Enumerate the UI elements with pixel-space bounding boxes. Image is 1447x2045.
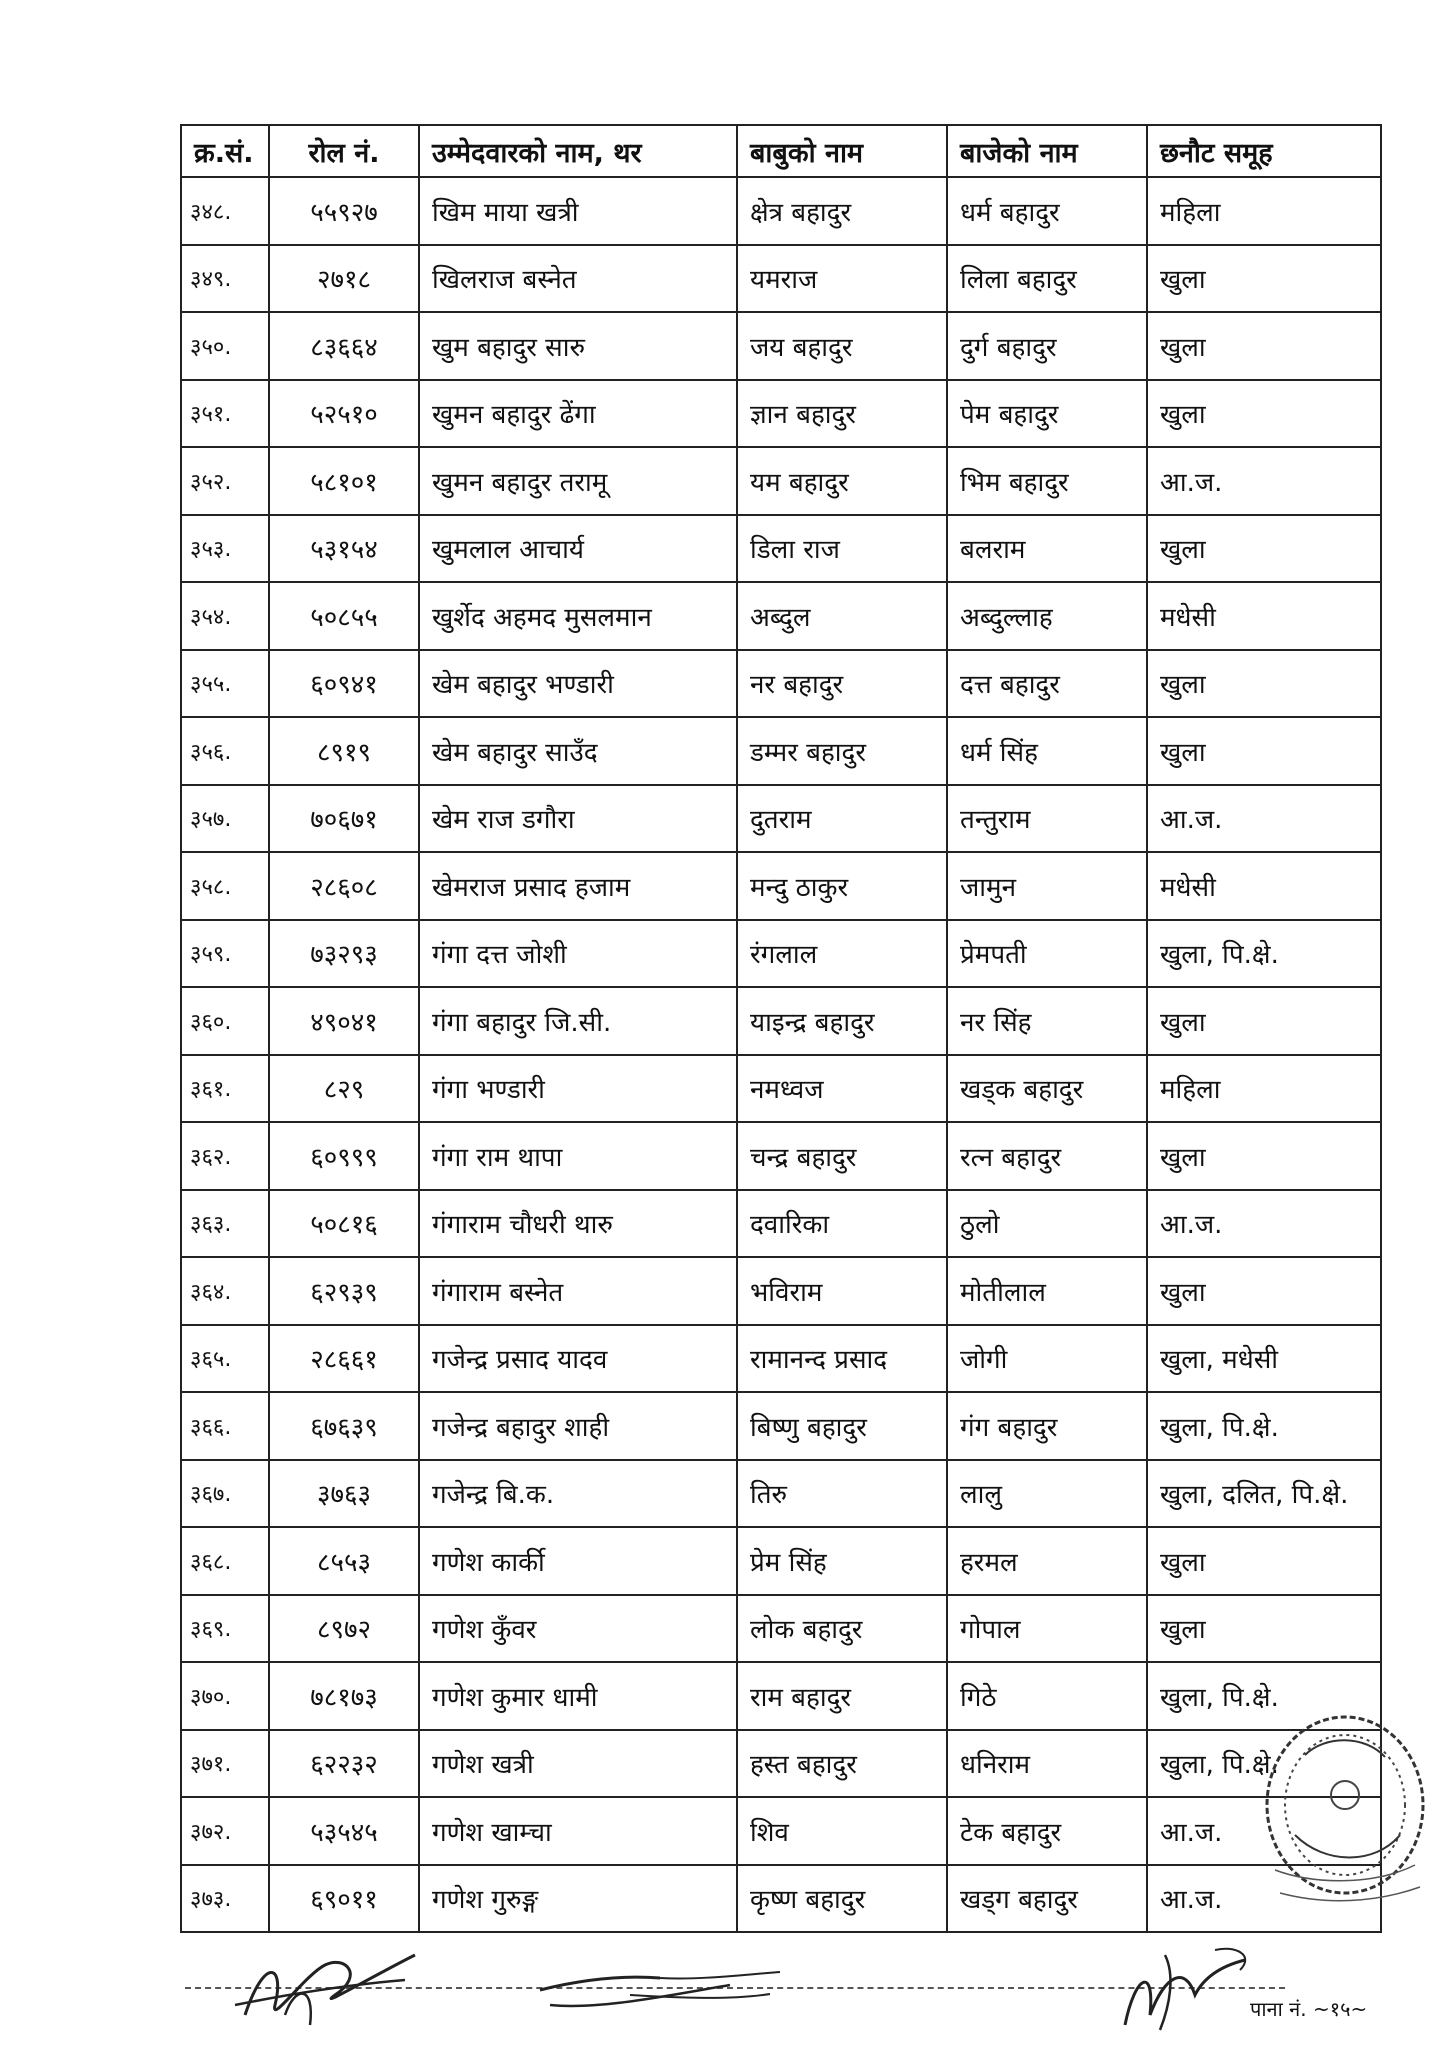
cell-father-name: अब्दुल [737,582,947,650]
cell-father-name: राम बहादुर [737,1662,947,1730]
cell-roll-number: ८९७२ [269,1595,419,1663]
candidate-table [180,124,1382,1933]
table-row [181,1325,1381,1393]
cell-serial: ३७१. [181,1730,269,1798]
cell-candidate-name: गजेन्द्र प्रसाद यादव [419,1325,737,1393]
cell-grandfather-name: धर्म बहादुर [947,177,1147,245]
cell-candidate-name: गंगाराम चौधरी थारु [419,1190,737,1258]
table-row [181,1527,1381,1595]
cell-candidate-name: गणेश कार्की [419,1527,737,1595]
cell-serial: ३५५. [181,650,269,718]
cell-selection-group: खुला, मधेसी [1147,1325,1381,1393]
cell-serial: ३६५. [181,1325,269,1393]
cell-serial: ३५८. [181,852,269,920]
cell-serial: ३६१. [181,1055,269,1123]
cell-grandfather-name: अब्दुल्लाह [947,582,1147,650]
cell-candidate-name: खुमन बहादुर तरामू [419,447,737,515]
cell-candidate-name: गंगा भण्डारी [419,1055,737,1123]
cell-father-name: डम्मर बहादुर [737,717,947,785]
cell-roll-number: ५५९२७ [269,177,419,245]
cell-candidate-name: खुर्शेद अहमद मुसलमान [419,582,737,650]
cell-grandfather-name: टेक बहादुर [947,1797,1147,1865]
cell-selection-group: खुला [1147,717,1381,785]
cell-father-name: यम बहादुर [737,447,947,515]
cell-grandfather-name: तन्तुराम [947,785,1147,853]
cell-roll-number: ५३१५४ [269,515,419,583]
cell-father-name: लोक बहादुर [737,1595,947,1663]
cell-father-name: शिव [737,1797,947,1865]
cell-father-name: चन्द्र बहादुर [737,1122,947,1190]
cell-candidate-name: खुमन बहादुर ढेंगा [419,380,737,448]
cell-serial: ३५४. [181,582,269,650]
cell-grandfather-name: रत्न बहादुर [947,1122,1147,1190]
cell-candidate-name: गणेश खत्री [419,1730,737,1798]
cell-grandfather-name: गिठे [947,1662,1147,1730]
cell-selection-group: मधेसी [1147,582,1381,650]
cell-grandfather-name: मोतीलाल [947,1257,1147,1325]
table-row [181,177,1381,245]
cell-serial: ३६८. [181,1527,269,1595]
cell-selection-group: खुला, पि.क्षे. [1147,1392,1381,1460]
cell-father-name: मन्दु ठाकुर [737,852,947,920]
cell-selection-group: मधेसी [1147,852,1381,920]
page-number: पाना नं. ~१५~ [1250,1997,1368,2021]
cell-roll-number: ८३६६४ [269,312,419,380]
table-row [181,920,1381,988]
header-grandfather: बाजेको नाम [947,125,1147,177]
cell-serial: ३४८. [181,177,269,245]
cell-father-name: याइन्द्र बहादुर [737,987,947,1055]
cell-candidate-name: गजेन्द्र बि.क. [419,1460,737,1528]
cell-selection-group: खुला [1147,1122,1381,1190]
table-row [181,1460,1381,1528]
cell-grandfather-name: लालु [947,1460,1147,1528]
cell-selection-group: आ.ज. [1147,447,1381,515]
table-row [181,1730,1381,1798]
cell-selection-group: खुला [1147,1257,1381,1325]
signature-left [225,1935,425,2035]
cell-grandfather-name: खड्ग बहादुर [947,1865,1147,1933]
cell-father-name: भविराम [737,1257,947,1325]
table-row [181,1122,1381,1190]
table-row [181,1595,1381,1663]
cell-roll-number: ५०८५५ [269,582,419,650]
cell-father-name: रंगलाल [737,920,947,988]
table-row [181,582,1381,650]
cell-grandfather-name: ठुलो [947,1190,1147,1258]
cell-candidate-name: खिम माया खत्री [419,177,737,245]
cell-candidate-name: गंगा दत्त जोशी [419,920,737,988]
cell-candidate-name: गंगा बहादुर जि.सी. [419,987,737,1055]
official-stamp [1235,1695,1435,1925]
table-row [181,852,1381,920]
cell-roll-number: ५२५१० [269,380,419,448]
cell-selection-group: खुला [1147,515,1381,583]
table-row [181,515,1381,583]
cell-father-name: दुतराम [737,785,947,853]
table-row [181,1797,1381,1865]
cell-grandfather-name: पेम बहादुर [947,380,1147,448]
table-row [181,1055,1381,1123]
table-row [181,245,1381,313]
table-row [181,717,1381,785]
cell-father-name: प्रेम सिंह [737,1527,947,1595]
cell-grandfather-name: जोगी [947,1325,1147,1393]
table-row [181,312,1381,380]
cell-father-name: हस्त बहादुर [737,1730,947,1798]
table-header-row [181,125,1381,177]
header-serial: क्र.सं. [181,125,269,177]
cell-grandfather-name: प्रेमपती [947,920,1147,988]
cell-candidate-name: खेम राज डगौरा [419,785,737,853]
cell-serial: ३६२. [181,1122,269,1190]
cell-selection-group: खुला [1147,380,1381,448]
cell-father-name: क्षेत्र बहादुर [737,177,947,245]
table-row [181,1190,1381,1258]
cell-serial: ३६०. [181,987,269,1055]
cell-roll-number: ७३२९३ [269,920,419,988]
cell-grandfather-name: दुर्ग बहादुर [947,312,1147,380]
table-row [181,1865,1381,1933]
table-row [181,785,1381,853]
cell-selection-group: खुला [1147,1595,1381,1663]
cell-serial: ३५७. [181,785,269,853]
header-roll: रोल नं. [269,125,419,177]
cell-serial: ३५२. [181,447,269,515]
cell-serial: ३५१. [181,380,269,448]
cell-candidate-name: गणेश कुँवर [419,1595,737,1663]
cell-selection-group: खुला [1147,650,1381,718]
cell-selection-group: महिला [1147,1055,1381,1123]
cell-roll-number: ८९१९ [269,717,419,785]
cell-serial: ३५३. [181,515,269,583]
cell-candidate-name: गंगा राम थापा [419,1122,737,1190]
cell-candidate-name: खेमराज प्रसाद हजाम [419,852,737,920]
cell-serial: ३५६. [181,717,269,785]
cell-serial: ३६३. [181,1190,269,1258]
cell-father-name: नर बहादुर [737,650,947,718]
cell-father-name: बिष्णु बहादुर [737,1392,947,1460]
cell-father-name: जय बहादुर [737,312,947,380]
cell-roll-number: ६०९४१ [269,650,419,718]
cell-roll-number: ६७६३९ [269,1392,419,1460]
cell-father-name: डिला राज [737,515,947,583]
cell-father-name: नमध्वज [737,1055,947,1123]
cell-roll-number: ६०९९९ [269,1122,419,1190]
cell-serial: ३७०. [181,1662,269,1730]
cell-selection-group: आ.ज. [1147,785,1381,853]
table-row [181,1392,1381,1460]
cell-candidate-name: खेम बहादुर साउँद [419,717,737,785]
cell-selection-group: खुला [1147,987,1381,1055]
cell-candidate-name: गजेन्द्र बहादुर शाही [419,1392,737,1460]
table-body [181,177,1381,1932]
cell-serial: ३५०. [181,312,269,380]
cell-grandfather-name: भिम बहादुर [947,447,1147,515]
cell-grandfather-name: जामुन [947,852,1147,920]
table-row [181,650,1381,718]
cell-candidate-name: खिलराज बस्नेत [419,245,737,313]
cell-grandfather-name: लिला बहादुर [947,245,1147,313]
cell-roll-number: ५०८१६ [269,1190,419,1258]
cell-grandfather-name: धर्म सिंह [947,717,1147,785]
table-row [181,447,1381,515]
cell-roll-number: ८२९ [269,1055,419,1123]
cell-candidate-name: गणेश खाम्चा [419,1797,737,1865]
cell-serial: ३५९. [181,920,269,988]
cell-roll-number: ७०६७१ [269,785,419,853]
cell-roll-number: ६२९३९ [269,1257,419,1325]
cell-father-name: ज्ञान बहादुर [737,380,947,448]
cell-serial: ३७२. [181,1797,269,1865]
cell-selection-group: आ.ज. [1147,1865,1381,1933]
cell-serial: ३६९. [181,1595,269,1663]
cell-roll-number: २८६६१ [269,1325,419,1393]
cell-serial: ३६४. [181,1257,269,1325]
cell-roll-number: २७१८ [269,245,419,313]
cell-grandfather-name: गोपाल [947,1595,1147,1663]
cell-candidate-name: खुमलाल आचार्य [419,515,737,583]
cell-roll-number: ५८१०१ [269,447,419,515]
cell-grandfather-name: धनिराम [947,1730,1147,1798]
signature-middle [530,1950,790,2020]
cell-grandfather-name: दत्त बहादुर [947,650,1147,718]
cell-serial: ३६६. [181,1392,269,1460]
cell-roll-number: ६९०११ [269,1865,419,1933]
cell-grandfather-name: गंग बहादुर [947,1392,1147,1460]
cell-selection-group: खुला, दलित, पि.क्षे. [1147,1460,1381,1528]
cell-roll-number: ५३५४५ [269,1797,419,1865]
cell-father-name: यमराज [737,245,947,313]
cell-grandfather-name: नर सिंह [947,987,1147,1055]
cell-roll-number: ३७६३ [269,1460,419,1528]
cell-father-name: तिरु [737,1460,947,1528]
table-row [181,1257,1381,1325]
table-row [181,1662,1381,1730]
header-name: उम्मेदवारको नाम, थर [419,125,737,177]
cell-selection-group: खुला [1147,1527,1381,1595]
cell-roll-number: २८६०८ [269,852,419,920]
cell-grandfather-name: हरमल [947,1527,1147,1595]
cell-candidate-name: गंगाराम बस्नेत [419,1257,737,1325]
cell-candidate-name: खुम बहादुर सारु [419,312,737,380]
header-group: छनौट समूह [1147,125,1381,177]
cell-selection-group: खुला [1147,312,1381,380]
cell-selection-group: खुला, पि.क्षे. [1147,1662,1381,1730]
cell-roll-number: ७८१७३ [269,1662,419,1730]
cell-candidate-name: खेम बहादुर भण्डारी [419,650,737,718]
table-row [181,380,1381,448]
cell-roll-number: ६२२३२ [269,1730,419,1798]
cell-father-name: कृष्ण बहादुर [737,1865,947,1933]
cell-father-name: दवारिका [737,1190,947,1258]
cell-roll-number: ८५५३ [269,1527,419,1595]
cell-father-name: रामानन्द प्रसाद [737,1325,947,1393]
cell-roll-number: ४९०४१ [269,987,419,1055]
cell-grandfather-name: बलराम [947,515,1147,583]
cell-grandfather-name: खड्क बहादुर [947,1055,1147,1123]
cell-serial: ३७३. [181,1865,269,1933]
table-row [181,987,1381,1055]
cell-selection-group: खुला, पि.क्षे. [1147,920,1381,988]
cell-serial: ३६७. [181,1460,269,1528]
cell-selection-group: आ.ज. [1147,1797,1381,1865]
page-footer [0,1935,1447,2045]
cell-selection-group: खुला, पि.क्षे. [1147,1730,1381,1798]
cell-selection-group: महिला [1147,177,1381,245]
cell-serial: ३४९. [181,245,269,313]
cell-selection-group: खुला [1147,245,1381,313]
cell-candidate-name: गणेश गुरुङ्ग [419,1865,737,1933]
cell-candidate-name: गणेश कुमार धामी [419,1662,737,1730]
header-father: बाबुको नाम [737,125,947,177]
cell-selection-group: आ.ज. [1147,1190,1381,1258]
